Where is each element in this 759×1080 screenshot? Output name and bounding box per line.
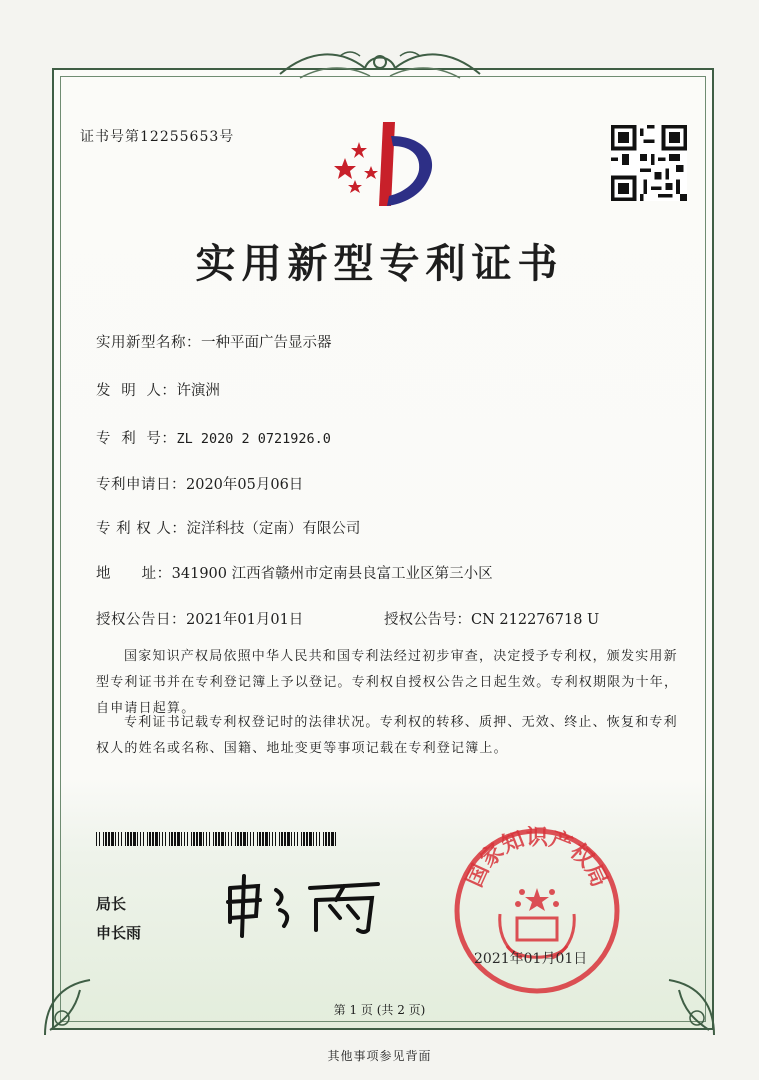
address-row bbox=[96, 562, 493, 583]
patent-office-emblem-icon bbox=[325, 118, 445, 210]
field-label: 实用新型名称： bbox=[96, 335, 201, 351]
seal-date: 2021年01月01日 bbox=[474, 951, 588, 967]
director-name: 申长雨 bbox=[96, 924, 142, 942]
svg-text:国家知识产权局: 国家知识产权局 bbox=[462, 826, 612, 891]
field-value: 许演洲 bbox=[176, 383, 220, 399]
filing-date-row bbox=[96, 473, 303, 494]
field-value: 2020年05月06日 bbox=[186, 477, 304, 493]
page-number: 第 1 页 (共 2 页) bbox=[333, 1003, 426, 1017]
director-signature-icon bbox=[218, 870, 388, 940]
top-ornament-icon bbox=[270, 44, 490, 88]
field-value: CN 212276718 U bbox=[471, 612, 600, 628]
field-value: ZL 2020 2 0721926.0 bbox=[176, 431, 331, 447]
barcode-icon bbox=[96, 832, 336, 846]
field-label: 地 址： bbox=[96, 566, 172, 582]
grant-date-row bbox=[96, 608, 303, 629]
field-label: 专 利 权 人： bbox=[96, 521, 187, 537]
utility-model-name-row bbox=[96, 331, 332, 352]
field-label: 授权公告日： bbox=[96, 612, 186, 628]
field-label: 发 明 人： bbox=[96, 383, 177, 399]
official-seal-icon bbox=[452, 826, 622, 996]
field-value: 341900 江西省赣州市定南县良富工业区第三小区 bbox=[171, 566, 493, 582]
certificate-title: 实用新型专利证书 bbox=[195, 241, 564, 287]
field-label: 专利申请日： bbox=[96, 477, 186, 493]
field-label: 授权公告号： bbox=[384, 612, 471, 628]
field-value: 一种平面广告显示器 bbox=[201, 335, 332, 351]
field-label: 专 利 号： bbox=[96, 431, 177, 447]
patentee-row bbox=[96, 517, 360, 538]
patent-number-row bbox=[96, 427, 331, 448]
field-value: 淀洋科技（定南）有限公司 bbox=[186, 521, 361, 537]
grant-publication-number-row bbox=[384, 608, 599, 629]
certificate-number: 证书号第12255653号 bbox=[80, 129, 235, 145]
qr-code-icon bbox=[611, 125, 687, 201]
reverse-side-note: 其他事项参见背面 bbox=[327, 1049, 432, 1063]
inventor-row bbox=[96, 379, 220, 400]
statement-paragraph-2: 专利证书记载专利权登记时的法律状况。专利权的转移、质押、无效、终止、恢复和专利权人的姓名或名称、国籍、地址变更等事项记载在专利登记簿上。 bbox=[96, 715, 678, 756]
director-title: 局长 bbox=[96, 895, 127, 913]
field-value: 2021年01月01日 bbox=[186, 612, 304, 628]
statement-paragraph-1: 国家知识产权局依照中华人民共和国专利法经过初步审查，决定授予专利权，颁发实用新型专利证书并在专利登记簿上予以登记。专利权自授权公告之日起生效。专利权期限为十年，自申请日起算。 bbox=[96, 649, 679, 716]
